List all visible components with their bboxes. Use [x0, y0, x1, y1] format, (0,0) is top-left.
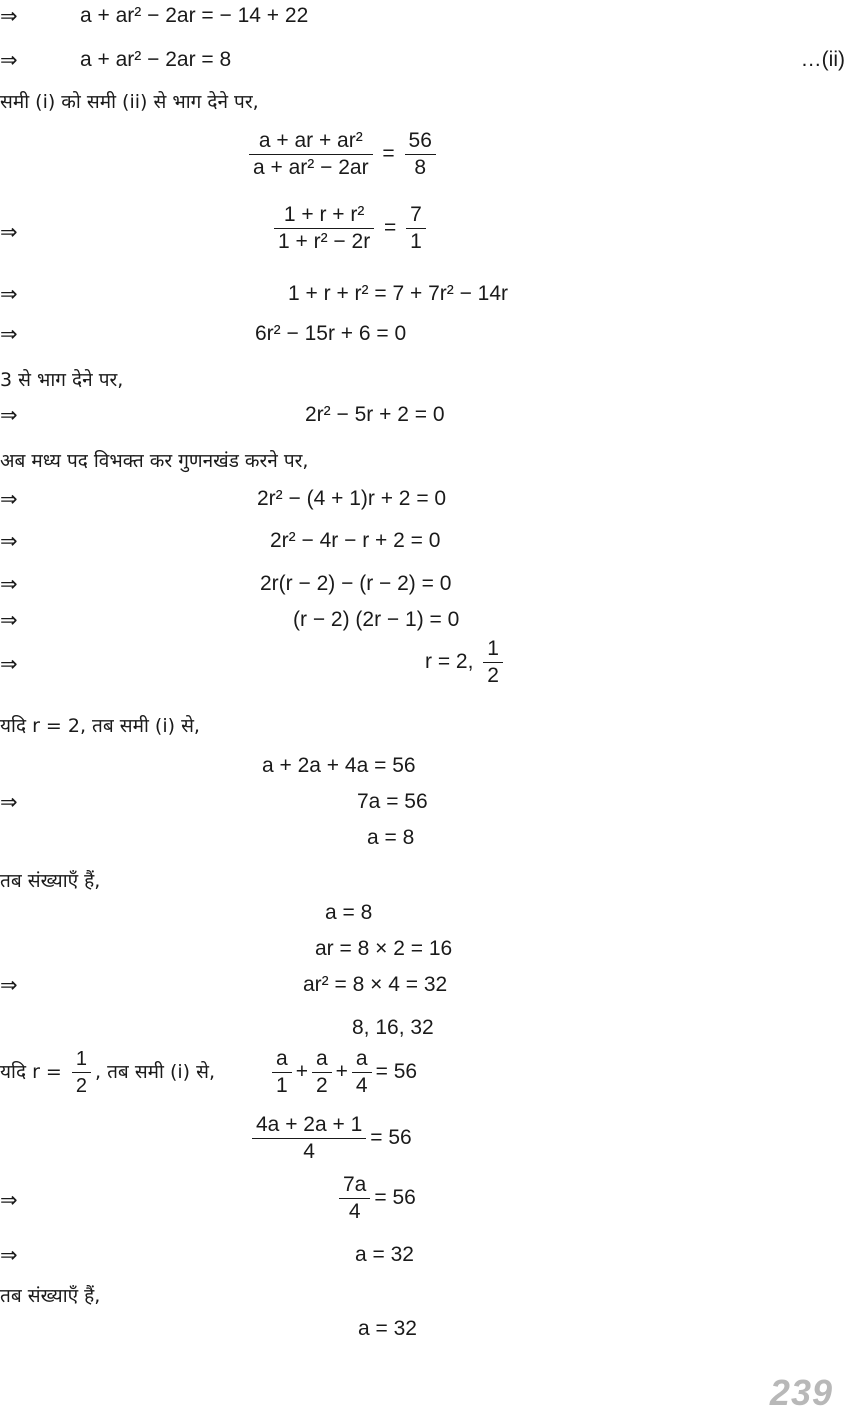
equation-line: a = 8	[325, 901, 373, 924]
equation-text: = 56	[375, 1060, 418, 1084]
numerator: a + ar + ar²	[249, 128, 373, 155]
fraction-equation	[335, 1172, 416, 1225]
denominator: 4	[348, 1200, 361, 1223]
hindi-text: 3 से भाग देने पर,	[0, 369, 124, 391]
implies-arrow: ⇒	[0, 1188, 18, 1212]
hindi-text: तब संख्याएँ हैं,	[0, 1285, 101, 1307]
equation-text: = 56	[370, 1126, 412, 1150]
hindi-text-with-fraction	[0, 1046, 215, 1099]
numerator: 7	[406, 202, 426, 229]
hindi-text: अब मध्य पद विभक्त कर गुणनखंड करने पर,	[0, 450, 309, 472]
denominator: 2	[487, 664, 499, 687]
hindi-text: , तब समी (i) से,	[95, 1061, 216, 1083]
equation-line: a = 32	[358, 1317, 417, 1340]
equation-tag: …(ii)	[800, 48, 845, 71]
denominator: a + ar² − 2ar	[253, 156, 369, 179]
implies-arrow: ⇒	[0, 220, 18, 244]
numerator: a	[272, 1046, 292, 1073]
implies-arrow: ⇒	[0, 282, 18, 306]
equation-line: (r − 2) (2r − 1) = 0	[293, 608, 460, 631]
equation-line: 2r² − 4r − r + 2 = 0	[270, 529, 441, 552]
denominator: 4	[303, 1140, 315, 1163]
equation-text: = 56	[374, 1186, 416, 1210]
equation-line: a + 2a + 4a = 56	[262, 754, 416, 777]
numerator: 1	[72, 1046, 91, 1073]
fraction-equation: $\frac{\text{a + ar + ar²}}{\text{a + ar² − 2ar}}$ = $\frac{56}{8}$	[245, 128, 440, 181]
numerator: 1 + r + r²	[274, 202, 374, 229]
equation-line: 6r² − 15r + 6 = 0	[255, 322, 407, 345]
fraction-equation	[248, 1112, 412, 1165]
denominator: 1 + r² − 2r	[278, 230, 371, 253]
hindi-text: समी (i) को समी (ii) से भाग देने पर,	[0, 91, 259, 113]
implies-arrow: ⇒	[0, 1243, 18, 1267]
equation-line: 2r(r − 2) − (r − 2) = 0	[260, 572, 452, 595]
equation-line: a + ar² − 2ar = − 14 + 22	[80, 4, 309, 27]
hindi-text: यदि r = 2, तब समी (i) से,	[0, 715, 200, 737]
fraction-equation: $\frac{\text{1 + r + r²}}{\text{1 + r² − 2r}}$ = $\frac{7}{1}$	[270, 202, 430, 255]
hindi-text: यदि r =	[0, 1061, 62, 1083]
fraction-equation: $\frac{a}{1}$ + $\frac{a}{2}$ + $\frac{a}{4}$ = 56	[268, 1046, 417, 1099]
implies-arrow: ⇒	[0, 572, 18, 596]
denominator: 8	[414, 156, 427, 179]
hindi-text: तब संख्याएँ हैं,	[0, 870, 101, 892]
equation-line: 2r² − 5r + 2 = 0	[305, 403, 445, 426]
implies-arrow: ⇒	[0, 487, 18, 511]
page-number: 239	[769, 1372, 833, 1413]
denominator: 2	[315, 1074, 328, 1097]
implies-arrow: ⇒	[0, 973, 18, 997]
equation-line: 7a = 56	[357, 790, 428, 813]
numerator: a	[352, 1046, 372, 1073]
numerator: 1	[483, 636, 503, 663]
implies-arrow: ⇒	[0, 403, 18, 427]
equation-line: 8, 16, 32	[352, 1016, 434, 1039]
denominator: 2	[75, 1075, 88, 1097]
equation-line: 1 + r + r² = 7 + 7r² − 14r	[288, 282, 509, 305]
implies-arrow: ⇒	[0, 48, 18, 72]
implies-arrow: ⇒	[0, 608, 18, 632]
denominator: 1	[410, 230, 422, 253]
implies-arrow: ⇒	[0, 529, 18, 553]
denominator: 4	[355, 1074, 368, 1097]
equation-line: ar = 8 × 2 = 16	[315, 937, 453, 960]
equation-line: ar² = 8 × 4 = 32	[303, 973, 448, 996]
implies-arrow: ⇒	[0, 652, 18, 676]
equation-line: a = 8	[367, 826, 415, 849]
equation-line: a = 32	[355, 1243, 414, 1266]
numerator: 4a + 2a + 1	[252, 1112, 366, 1139]
implies-arrow: ⇒	[0, 790, 18, 814]
implies-arrow: ⇒	[0, 322, 18, 346]
numerator: a	[312, 1046, 332, 1073]
equation-text: r = 2,	[425, 650, 474, 674]
equation-line: 2r² − (4 + 1)r + 2 = 0	[257, 487, 447, 510]
denominator: 1	[276, 1074, 288, 1097]
implies-arrow: ⇒	[0, 4, 18, 28]
numerator: 56	[405, 128, 436, 155]
equation-line: a + ar² − 2ar = 8	[80, 48, 232, 71]
fraction-equation	[425, 636, 507, 689]
numerator: 7a	[339, 1172, 370, 1199]
